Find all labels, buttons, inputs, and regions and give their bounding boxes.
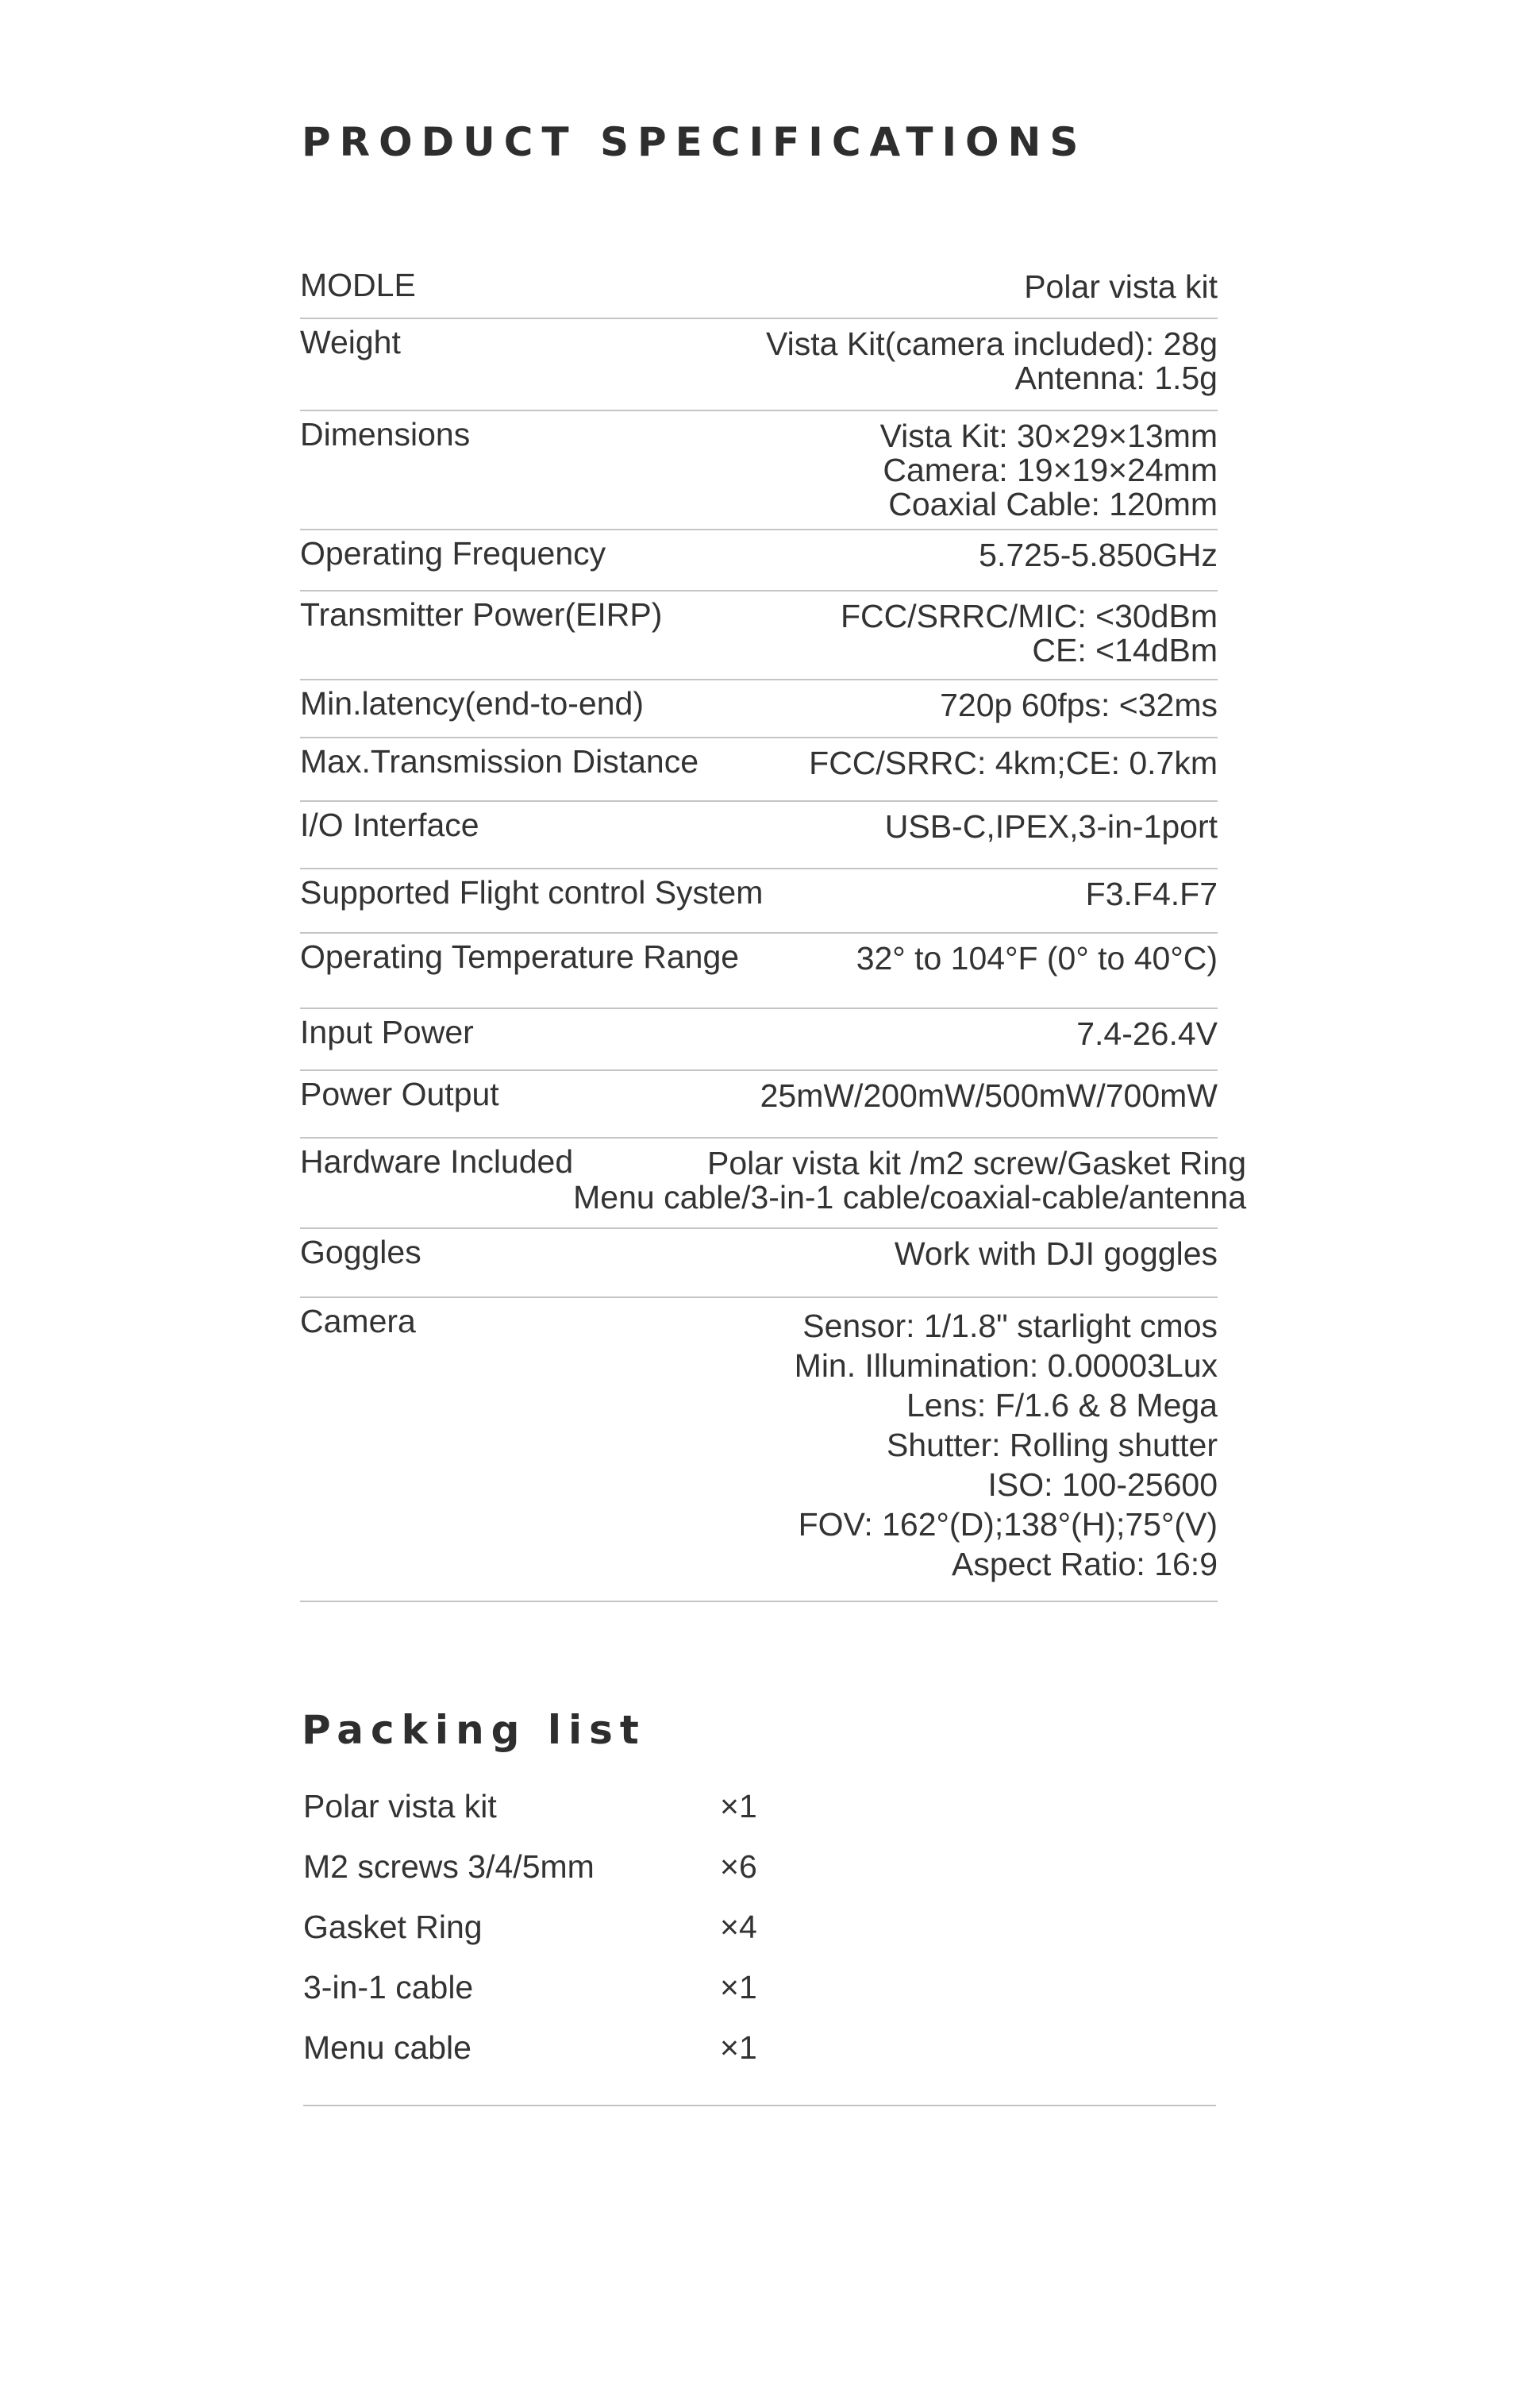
spec-label: Transmitter Power(EIRP) <box>300 596 663 633</box>
spec-label: Operating Frequency <box>300 535 606 572</box>
spec-row-goggles <box>300 1229 1218 1298</box>
spec-row-hardware-included <box>300 1139 1247 1229</box>
spec-row-max-transmission-distance <box>300 738 1218 802</box>
spec-value-line: Vista Kit: 30×29×13mm <box>879 418 1218 454</box>
packing-list-title: Packing list <box>302 1707 646 1753</box>
spec-row-min-latency <box>300 680 1218 738</box>
item-quantity: ×1 <box>720 1788 757 1824</box>
spec-row-transmitter-power <box>300 591 1218 680</box>
item-name: Polar vista kit <box>303 1788 497 1824</box>
spec-value-line: Polar vista kit <box>1024 268 1218 305</box>
spec-label: Goggles <box>300 1234 421 1270</box>
packing-list-item <box>303 1959 1216 2020</box>
spec-value-line: Min. Illumination: 0.00003Lux <box>794 1347 1218 1384</box>
spec-row-dimensions <box>300 411 1218 530</box>
packing-list-item <box>303 1778 1216 1839</box>
spec-row-operating-temperature <box>300 934 1218 1009</box>
item-name: 3-in-1 cable <box>303 1969 474 2005</box>
spec-value-line: FCC/SRRC/MIC: <30dBm <box>840 598 1218 634</box>
spec-value <box>1076 1009 1218 1051</box>
spec-value <box>766 319 1218 395</box>
spec-value-line: Vista Kit(camera included): 28g <box>766 326 1218 362</box>
spec-value <box>760 1071 1218 1113</box>
spec-value-line: Aspect Ratio: 16:9 <box>951 1546 1218 1582</box>
item-name: Menu cable <box>303 2029 471 2066</box>
spec-value-line: Camera: 19×19×24mm <box>883 452 1218 488</box>
item-quantity: ×4 <box>720 1909 757 1945</box>
spec-label: Max.Transmission Distance <box>300 743 699 780</box>
spec-value-line: FCC/SRRC: 4km;CE: 0.7km <box>809 745 1218 781</box>
spec-value-line: 32° to 104°F (0° to 40°C) <box>856 940 1218 977</box>
spec-value-line: Work with DJI goggles <box>894 1235 1218 1272</box>
spec-value-line: Coaxial Cable: 120mm <box>888 486 1218 522</box>
spec-value <box>1086 869 1218 911</box>
spec-value-line: Antenna: 1.5g <box>1014 360 1218 396</box>
spec-value-line: Lens: F/1.6 & 8 Mega <box>906 1387 1218 1424</box>
spec-value <box>940 680 1218 722</box>
spec-row-io-interface <box>300 802 1218 869</box>
spec-row-flight-control <box>300 869 1218 934</box>
packing-list-divider <box>303 2105 1216 2106</box>
item-quantity: ×6 <box>720 1848 757 1885</box>
packing-list-item <box>303 2020 1216 2080</box>
spec-value-line: 7.4-26.4V <box>1076 1015 1218 1052</box>
spec-label: Operating Temperature Range <box>300 938 740 975</box>
spec-label: MODLE <box>300 267 416 303</box>
spec-value <box>979 530 1218 572</box>
spec-row-weight <box>300 319 1218 411</box>
spec-value <box>795 1298 1218 1584</box>
spec-value <box>1024 262 1218 304</box>
spec-value-line: Menu cable/3-in-1 cable/coaxial-cable/antenna <box>573 1179 1247 1216</box>
spec-label: Dimensions <box>300 416 471 453</box>
spec-row-power-output <box>300 1071 1218 1139</box>
packing-list-item <box>303 1899 1216 1959</box>
specifications-table <box>300 262 1247 1602</box>
spec-label: Min.latency(end-to-end) <box>300 685 644 722</box>
spec-value-line: 5.725-5.850GHz <box>979 537 1218 573</box>
spec-row-model <box>300 262 1218 319</box>
spec-value-line: F3.F4.F7 <box>1085 876 1218 912</box>
spec-value <box>573 1139 1246 1215</box>
item-quantity: ×1 <box>720 2029 757 2066</box>
spec-value-line: CE: <14dBm <box>1032 632 1218 668</box>
spec-label: Weight <box>300 324 401 360</box>
spec-value-line: Shutter: Rolling shutter <box>886 1427 1218 1463</box>
item-quantity: ×1 <box>720 1969 757 2005</box>
spec-value-line: Polar vista kit /m2 screw/Gasket Ring <box>707 1145 1247 1181</box>
spec-value-line: FOV: 162°(D);138°(H);75°(V) <box>798 1506 1218 1543</box>
spec-value <box>809 738 1218 780</box>
spec-value <box>841 591 1218 668</box>
spec-value-line: USB-C,IPEX,3-in-1port <box>884 808 1218 845</box>
spec-value <box>885 802 1218 844</box>
spec-value <box>895 1229 1218 1271</box>
spec-label: Input Power <box>300 1014 474 1050</box>
packing-list <box>303 1778 1216 2080</box>
spec-label: I/O Interface <box>300 807 479 843</box>
specifications-title: PRODUCT SPECIFICATIONS <box>302 119 1087 165</box>
spec-row-input-power <box>300 1009 1218 1071</box>
item-name: M2 screws 3/4/5mm <box>303 1848 595 1885</box>
spec-value <box>880 411 1218 522</box>
spec-value-line: ISO: 100-25600 <box>987 1466 1218 1503</box>
spec-value <box>856 934 1218 976</box>
spec-value-line: 25mW/200mW/500mW/700mW <box>760 1077 1218 1114</box>
spec-row-camera <box>300 1298 1218 1602</box>
spec-label: Supported Flight control System <box>300 874 764 911</box>
packing-list-item <box>303 1839 1216 1899</box>
spec-label: Camera <box>300 1303 416 1339</box>
spec-value-line: 720p 60fps: <32ms <box>940 687 1218 723</box>
spec-row-operating-frequency <box>300 530 1218 591</box>
spec-label: Power Output <box>300 1076 499 1112</box>
spec-label: Hardware Included <box>300 1143 574 1180</box>
item-name: Gasket Ring <box>303 1909 483 1945</box>
spec-value-line: Sensor: 1/1.8" starlight cmos <box>802 1308 1218 1344</box>
